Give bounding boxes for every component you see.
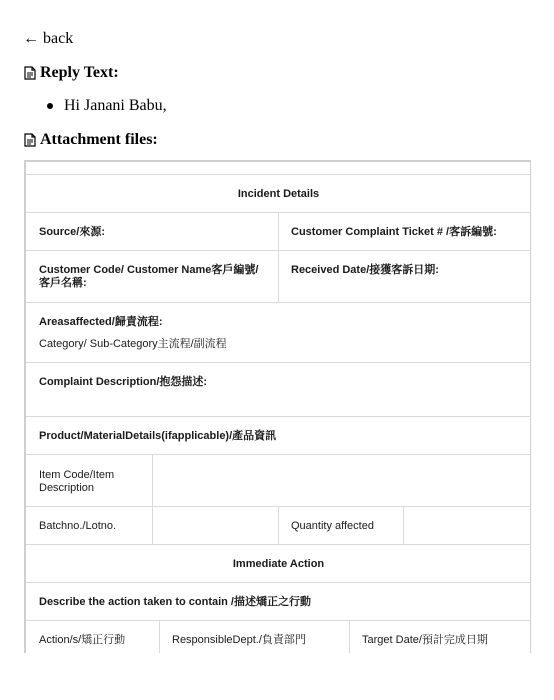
section-immediate-action: Immediate Action (232, 558, 325, 570)
document-icon (24, 133, 36, 147)
field-category: Category/ Sub-Category主流程/副流程 (39, 338, 227, 350)
table-rule (26, 582, 530, 583)
table-rule (26, 362, 530, 363)
reply-list-item (47, 96, 167, 116)
field-ticket: Customer Complaint Ticket # /客訴編號: (291, 226, 497, 238)
table-rule (26, 302, 530, 303)
table-vrule (152, 454, 153, 544)
field-describe-action: Describe the action taken to contain /描述矯正之行動 (39, 596, 311, 608)
back-link[interactable] (23, 29, 73, 49)
field-source: Source/來源: (39, 226, 106, 238)
document-icon (24, 66, 36, 80)
table-vrule (403, 506, 404, 544)
field-batch-no: Batchno./Lotno. (39, 520, 117, 532)
field-complaint-description: Complaint Description/抱怨描述: (39, 376, 208, 388)
table-rule (26, 620, 530, 621)
section-incident-details: Incident Details (237, 188, 320, 200)
reply-text-heading (24, 63, 119, 83)
table-vrule (349, 620, 350, 653)
table-vrule (278, 212, 279, 302)
attachment-files-heading-label: Attachment files: (40, 131, 158, 148)
table-rule (26, 416, 530, 417)
back-link-text[interactable]: ← back (23, 30, 74, 47)
table-rule (26, 174, 530, 175)
field-areas-affected: Areasaffected/歸責流程: (39, 316, 163, 328)
table-vrule (278, 506, 279, 544)
attachment-preview[interactable] (24, 160, 531, 653)
attachment-files-heading (24, 130, 158, 150)
field-customer-code: Customer Code/ Customer Name客戶編號/ 客戶名稱: (39, 264, 259, 289)
field-quantity-affected: Quantity affected (291, 520, 374, 532)
field-received-date: Received Date/接獲客訴日期: (291, 264, 439, 276)
reply-greeting: Hi Janani Babu, (64, 97, 167, 114)
col-responsible-dept: ResponsibleDept./負責部門 (172, 634, 306, 646)
table-rule (26, 454, 530, 455)
bullet-dot (47, 103, 53, 109)
table-rule (26, 544, 530, 545)
field-item-code: Item Code/Item Description (39, 469, 115, 494)
table-vrule (159, 620, 160, 653)
col-actions: Action/s/矯正行動 (39, 634, 126, 646)
reply-text-heading-label: Reply Text: (40, 64, 119, 81)
field-product-details: Product/MaterialDetails(ifapplicable)/產品資訊 (39, 430, 277, 442)
col-target-date: Target Date/預計完成日期 (362, 634, 488, 646)
